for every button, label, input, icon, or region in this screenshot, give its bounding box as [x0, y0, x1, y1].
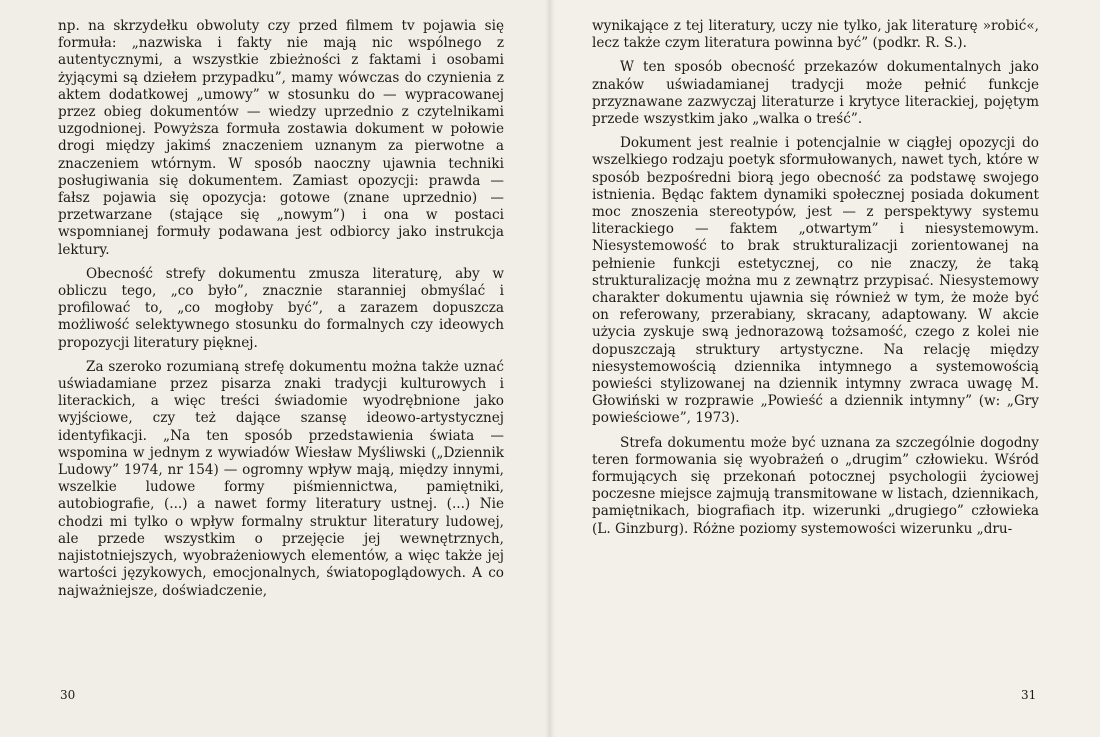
- paragraph: Obecność strefy dokumentu zmusza literaturę, aby w obliczu tego, „co było”, znacznie staranniej obmyślać i profilować to, „co mogłoby być”, a zarazem dopuszcza możliwość selektywnego stosunku do formalnych czy ideowych propozycji literatury pięknej.: [58, 265, 504, 351]
- book-gutter: [545, 0, 555, 737]
- paragraph: np. na skrzydełku obwoluty czy przed filmem tv pojawia się formuła: „nazwiska i fakty nie mają nic wspólnego z autentycznymi, a wszystkie zbieżności z faktami i osobami żyjącymi są dziełem przypadku”, mamy wówczas do czynienia z aktem dodatkowej „umowy” w stosunku do — wypracowanej przez obieg dokumentów — wiedzy uprzednio z czytelnikami uzgodnionej. Powyższa formuła zostawia dokument w połowie drogi między jakimś znaczeniem uznanym za pierwotne a znaczeniem wtórnym. W sposób naoczny ujawnia techniki posługiwania się dokumentem. Zamiast opozycji: prawda — fałsz pojawia się opozycja: gotowe (znane uprzednio) — przetwarzane (stające się „nowym”) i ona w postaci wspomnianej formuły podawana jest odbiorcy jako instrukcja lektury.: [58, 18, 504, 258]
- left-text-column: [58, 18, 504, 600]
- page-number: 30: [60, 688, 76, 702]
- paragraph: Dokument jest realnie i potencjalnie w ciągłej opozycji do wszelkiego rodzaju poetyk sformułowanych, nawet tych, które w sposób bezpośredni biorą jego obecność za podstawę swojego istnienia. Będąc faktem dynamiki społecznej posiada dokument moc znoszenia stereotypów, jest — z perspektywy systemu literackiego — faktem „otwartym” i niesystemowym. Niesystemowość to brak strukturalizacji zorientowanej na pełnienie funkcji estetycznej, co nie znaczy, że taką strukturalizację można mu z zewnątrz przypisać. Niesystemowy charakter dokumentu ujawnia się również w tym, że może być on referowany, przerabiany, skracany, adaptowany. W akcie użycia zyskuje swą jednorazową tożsamość, czego z kolei nie dopuszczają struktury artystyczne. Na relację między niesystemowością dziennika intymnego a systemowością powieści stylizowanej na dziennik intymny zwraca uwagę M. Głowiński w rozprawie „Powieść a dziennik intymny” (w: „Gry powieściowe”, 1973).: [592, 135, 1039, 427]
- page-number: 31: [1021, 688, 1037, 702]
- paragraph: Za szeroko rozumianą strefę dokumentu można także uznać uświadamiane przez pisarza znaki tradycji kulturowych i literackich, a więc treści świadomie wyodrębnione jako wyjściowe, czy też dające szansę ideowo-artystycznej identyfikacji. „Na ten sposób przedstawienia świata — wspomina w jednym z wywiadów Wiesław Myśliwski („Dziennik Ludowy” 1974, nr 154) — ogromny wpływ mają, między innymi, wszelkie ludowe formy piśmiennictwa, pamiętniki, autobiografie, (...) a nawet formy literatury ustnej. (...) Nie chodzi mi tylko o wpływ formalny struktur literatury ludowej, ale przede wszystkim o przejęcie jej wewnętrznych, najistotniejszych, wyobrażeniowych elementów, a więc także jej wartości językowych, emocjonalnych, światopoglądowych. A co najważniejsze, doświadczenie,: [58, 358, 504, 599]
- paragraph: Strefa dokumentu może być uznana za szczególnie dogodny teren formowania się wyobrażeń o „drugim” człowieku. Wśród formujących się przekonań potocznej psychologii życiowej poczesne miejsce zajmują transmitowane w listach, dziennikach, pamiętnikach, biografiach itp. wizerunki „drugiego” człowieka (L. Ginzburg). Różne poziomy systemowości wizerunku „dru-: [592, 434, 1039, 537]
- right-text-column: [592, 18, 1039, 538]
- paragraph: wynikające z tej literatury, uczy nie tylko, jak literaturę »robić«, lecz także czym literatura powinna być” (podkr. R. S.).: [592, 18, 1039, 52]
- paragraph: W ten sposób obecność przekazów dokumentalnych jako znaków uświadamianej tradycji może pełnić funkcje przyznawane zazwyczaj literaturze i krytyce literackiej, pojętym przede wszystkim jako „walka o treść”.: [592, 59, 1039, 128]
- right-page: [550, 0, 1100, 737]
